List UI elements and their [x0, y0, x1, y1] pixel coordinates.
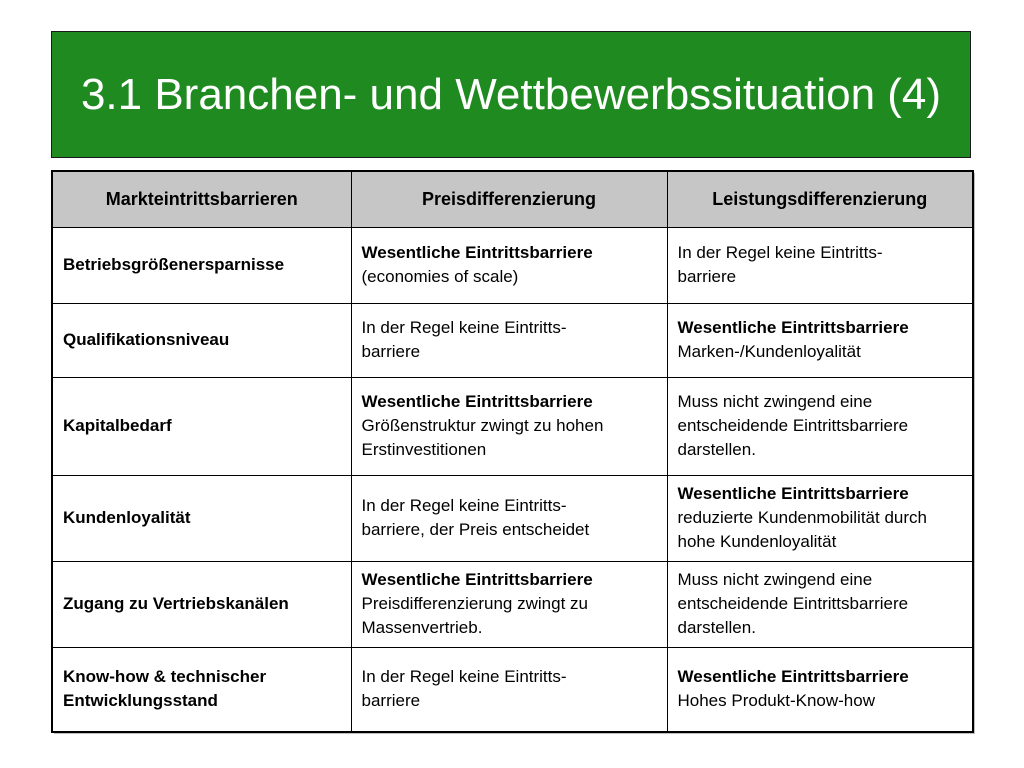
- column-header: Markteintrittsbarrieren: [52, 171, 351, 227]
- row-label: Kundenloyalität: [52, 475, 351, 561]
- table-cell: [351, 561, 667, 647]
- row-label: Kapitalbedarf: [52, 377, 351, 475]
- cell-text: In der Regel keine Eintritts- barriere: [361, 667, 567, 711]
- table-row: [52, 647, 973, 732]
- table-cell: [351, 647, 667, 732]
- row-label: Betriebsgrößenersparnisse: [52, 227, 351, 303]
- table-row: [52, 303, 973, 377]
- cell-text: reduzierte Kundenmobilität durch hohe Kundenloyalität: [677, 508, 927, 551]
- table-row: [52, 377, 973, 475]
- table-cell: [667, 475, 973, 561]
- row-label: Qualifikationsniveau: [52, 303, 351, 377]
- table-cell: [351, 303, 667, 377]
- table-row: [52, 227, 973, 303]
- column-header: Leistungsdifferenzierung: [667, 171, 973, 227]
- table-cell: [351, 227, 667, 303]
- table-cell: [667, 303, 973, 377]
- column-header: Preisdifferenzierung: [351, 171, 667, 227]
- cell-bold-text: Wesentliche Eintrittsbarriere: [361, 570, 593, 589]
- table-cell: [667, 377, 973, 475]
- cell-text: Marken-/Kundenloyalität: [677, 342, 861, 361]
- cell-text: In der Regel keine Eintritts- barriere, der Preis entscheidet: [361, 496, 590, 539]
- cell-text: Muss nicht zwingend eine entscheidende Eintrittsbarriere darstellen.: [677, 392, 909, 459]
- page-title: 3.1 Branchen- und Wettbewerbssituation (4): [80, 69, 942, 119]
- table-row: [52, 475, 973, 561]
- row-label: Know-how & technischer Entwicklungsstand: [52, 647, 351, 732]
- table-cell: [667, 647, 973, 732]
- cell-text: Hohes Produkt-Know-how: [677, 691, 875, 711]
- row-label: Zugang zu Vertriebskanälen: [52, 561, 351, 647]
- comparison-table-container: [51, 170, 972, 731]
- cell-bold-text: Wesentliche Eintrittsbarriere: [677, 318, 909, 337]
- cell-text: In der Regel keine Eintritts- barriere: [677, 243, 883, 286]
- cell-text: (economies of scale): [361, 267, 519, 286]
- cell-text: In der Regel keine Eintritts- barriere: [361, 318, 567, 361]
- cell-bold-text: Wesentliche Eintrittsbarriere: [361, 392, 593, 411]
- cell-text: Preisdifferenzierung zwingt zu Massenvertrieb.: [361, 594, 588, 637]
- table-cell: [351, 475, 667, 561]
- table-cell: [667, 227, 973, 303]
- table-header-row: [52, 171, 973, 227]
- comparison-table: [51, 170, 974, 733]
- cell-text: Größenstruktur zwingt zu hohen Erstinvestitionen: [361, 416, 604, 459]
- title-banner: [51, 31, 971, 158]
- table-row: [52, 561, 973, 647]
- cell-bold-text: Wesentliche Eintrittsbarriere: [677, 667, 909, 687]
- cell-bold-text: Wesentliche Eintrittsbarriere: [677, 484, 909, 503]
- table-cell: [351, 377, 667, 475]
- cell-bold-text: Wesentliche Eintrittsbarriere: [361, 243, 593, 262]
- cell-text: Muss nicht zwingend eine entscheidende Eintrittsbarriere darstellen.: [677, 570, 909, 637]
- table-cell: [667, 561, 973, 647]
